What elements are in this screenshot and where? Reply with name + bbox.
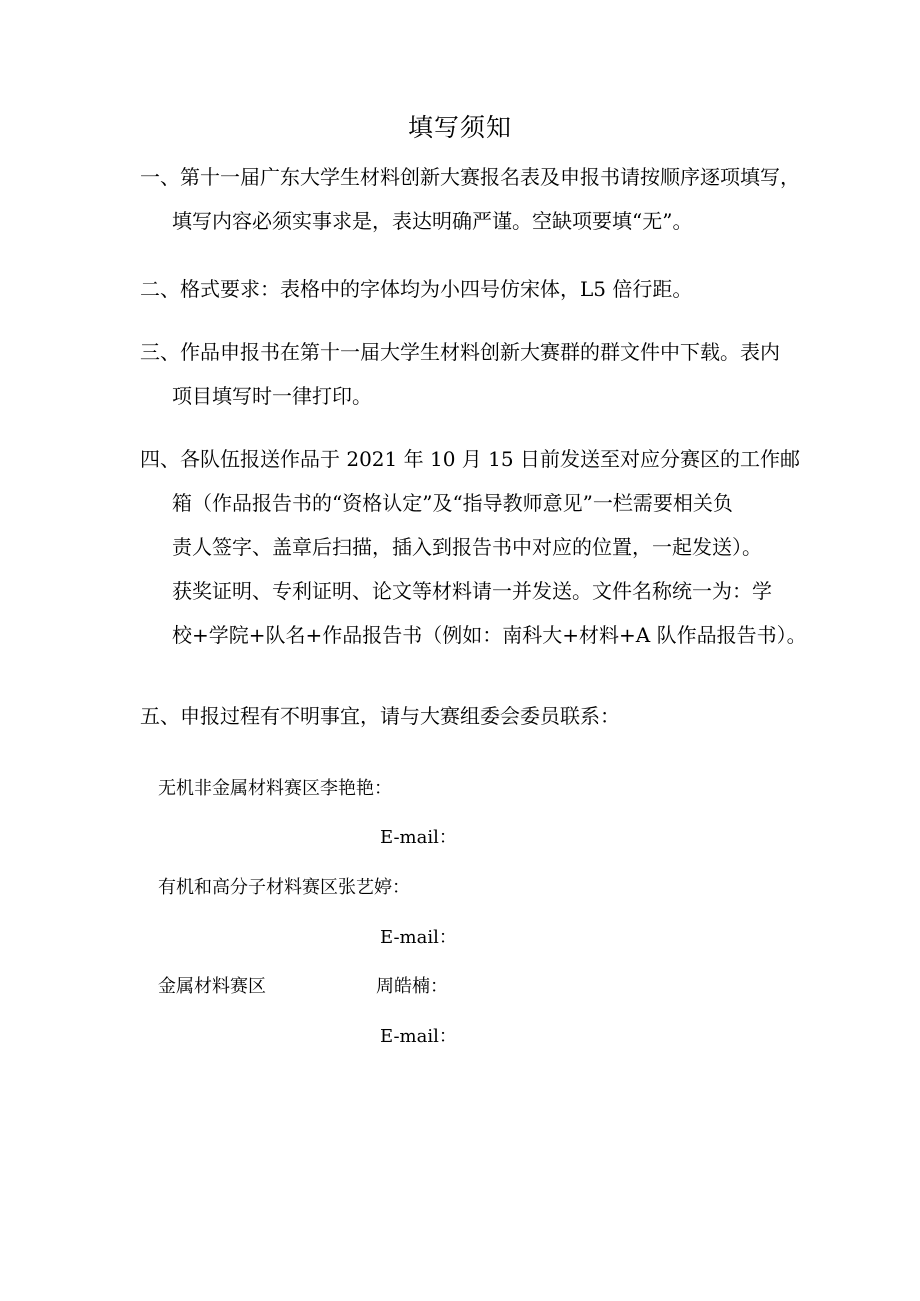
- instruction-line: 四、各队伍报送作品于 2021 年 10 月 15 日前发送至对应分赛区的工作邮: [140, 447, 800, 471]
- instruction-item-3: [140, 330, 885, 418]
- instruction-line: 二、格式要求：表格中的字体均为小四号仿宋体，L5 倍行距。: [140, 277, 693, 301]
- instruction-item-5: [140, 694, 885, 738]
- contact-person-metal: 周皓楠：: [376, 976, 448, 997]
- page-title: 填写须知: [407, 113, 512, 142]
- instruction-item-2: [140, 267, 885, 311]
- instruction-line: 三、作品申报书在第十一届大学生材料创新大赛群的群文件中下载。表内: [140, 340, 780, 364]
- instruction-line: 校+学院+队名+作品报告书（例如：南科大+材料+A 队作品报告书）。: [172, 623, 807, 647]
- contact-email-label: E-mail：: [380, 827, 457, 848]
- instruction-line: 获奖证明、专利证明、论文等材料请一并发送。文件名称统一为：学: [172, 579, 772, 603]
- instruction-line: 箱（作品报告书的“资格认定”及“指导教师意见”一栏需要相关负: [172, 491, 733, 515]
- instruction-line: 责人签字、盖章后扫描，插入到报告书中对应的位置，一起发送）。: [172, 535, 762, 559]
- instruction-item-1: [140, 155, 885, 243]
- instruction-line: 项目填写时一律打印。: [172, 384, 372, 408]
- instruction-item-4: [140, 437, 885, 657]
- contact-email-label: E-mail：: [380, 1026, 457, 1047]
- contact-region-metal: 金属材料赛区: [158, 976, 266, 997]
- instruction-line: 五、申报过程有不明事宜，请与大赛组委会委员联系：: [140, 704, 620, 728]
- contact-region-polymer: 有机和高分子材料赛区张艺婷：: [158, 877, 410, 898]
- contact-email-label: E-mail：: [380, 927, 457, 948]
- instruction-line: 一、第十一届广东大学生材料创新大赛报名表及申报书请按顺序逐项填写，: [140, 165, 800, 189]
- instruction-line: 填写内容必须实事求是，表达明确严谨。空缺项要填“无”。: [172, 209, 693, 233]
- contact-region-inorganic: 无机非金属材料赛区李艳艳：: [158, 778, 392, 799]
